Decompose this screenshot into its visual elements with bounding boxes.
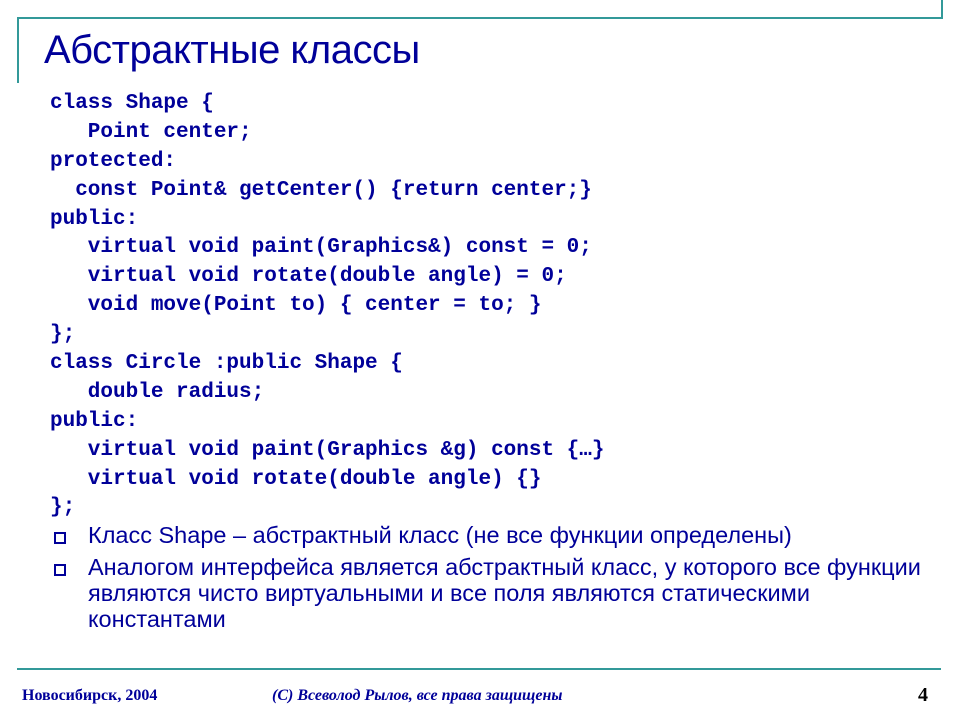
square-bullet-icon (54, 532, 66, 544)
code-line: class Circle :public Shape { (50, 352, 403, 376)
code-line: }; (50, 323, 76, 347)
page-number: 4 (918, 684, 928, 706)
bullet-text: Аналогом интерфейса является абстрактный класс, у которого все функции являются чисто виртуальными и все поля являются статическими константами (88, 554, 921, 632)
footer-location: Новосибирск, 2004 (22, 687, 158, 704)
title-right-rule (941, 0, 943, 18)
code-line: public: (50, 409, 139, 433)
bullet-text: Класс Shape – абстрактный класс (не все функции определены) (88, 522, 792, 548)
code-line: virtual void paint(Graphics &g) const {…} (50, 438, 605, 462)
square-bullet-icon (54, 564, 66, 576)
code-line: virtual void rotate(double angle) = 0; (50, 265, 567, 289)
code-listing (50, 90, 605, 523)
code-line: virtual void rotate(double angle) {} (50, 467, 542, 491)
bullet-item (50, 522, 930, 548)
code-line: }; (50, 496, 76, 520)
code-line: protected: (50, 149, 177, 173)
bullet-item (50, 554, 930, 632)
footer-copyright: (С) Всеволод Рылов, все права защищены (272, 687, 563, 704)
footer-rule (17, 668, 941, 670)
slide-title: Абстрактные классы (44, 28, 420, 72)
code-line: public: (50, 207, 139, 231)
title-top-rule (17, 17, 943, 19)
code-line: Point center; (50, 120, 252, 144)
code-line: void move(Point to) { center = to; } (50, 294, 542, 318)
code-line: const Point& getCenter() {return center;} (50, 178, 592, 202)
code-line: class Shape { (50, 92, 214, 115)
code-line: virtual void paint(Graphics&) const = 0; (50, 236, 592, 260)
code-line: double radius; (50, 380, 265, 404)
bullet-list (50, 522, 930, 638)
title-left-rule (17, 17, 19, 83)
